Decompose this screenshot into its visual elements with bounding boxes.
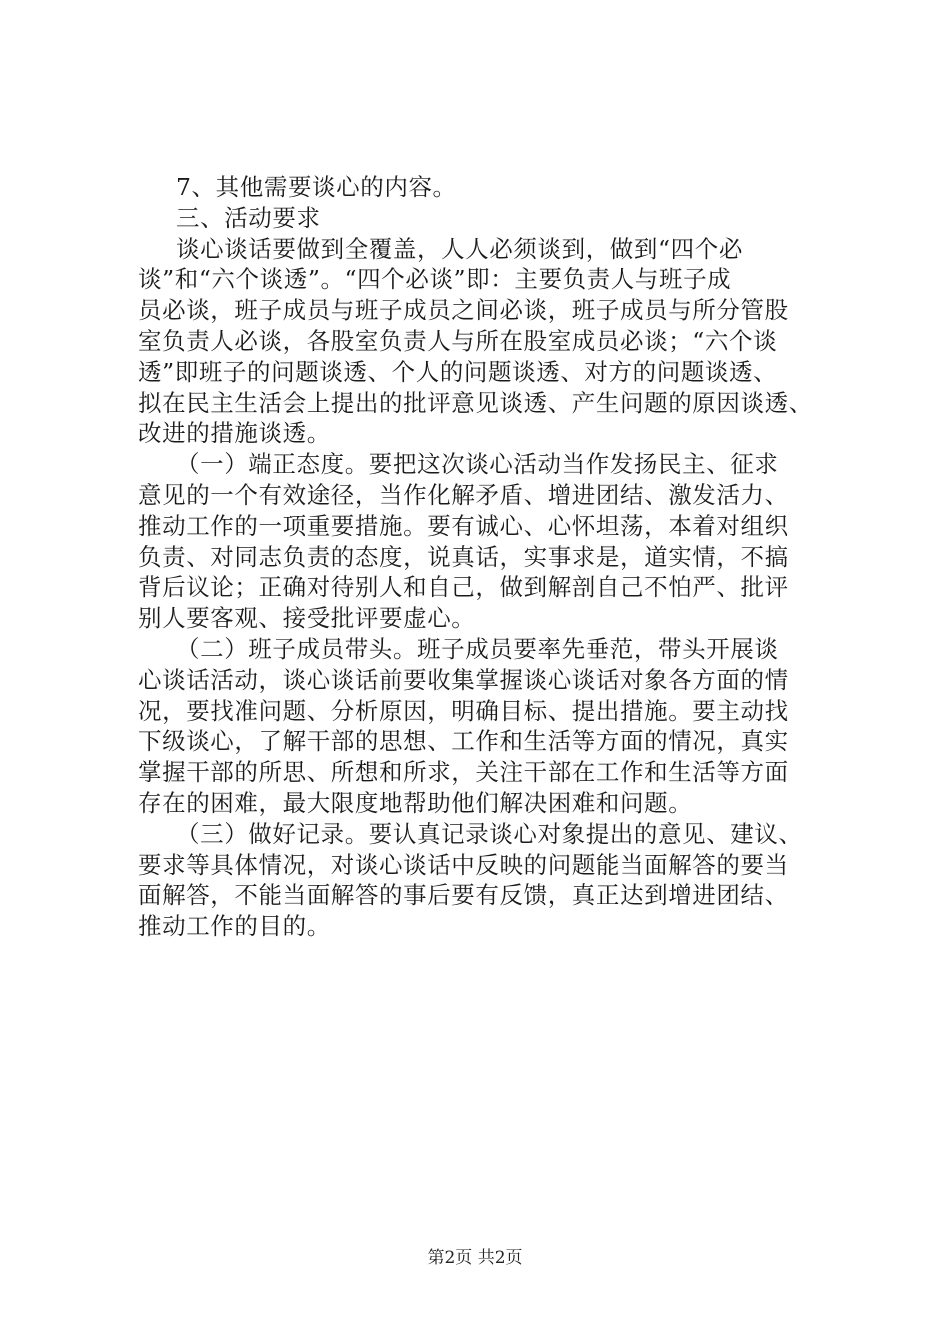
subsection-heading-3: （三）做好记录。要认真记录谈心对象提出的意见、建议、: [176, 819, 803, 848]
paragraph-line: 谈”和“六个谈透”。“四个必谈”即：主要负责人与班子成: [138, 265, 732, 294]
paragraph-line: 存在的困难，最大限度地帮助他们解决困难和问题。: [138, 788, 693, 817]
paragraph-line: 改进的措施谈透。: [138, 419, 331, 448]
paragraph-line: 拟在民主生活会上提出的批评意见谈透、产生问题的原因谈透、: [138, 388, 813, 417]
page-footer: 第2页 共2页: [427, 1248, 523, 1268]
paragraph-line: 下级谈心，了解干部的思想、工作和生活等方面的情况，真实: [138, 727, 789, 756]
paragraph-line: 别人要客观、接受批评要虚心。: [138, 604, 476, 633]
subsection-heading-1: （一）端正态度。要把这次谈心活动当作发扬民主、征求: [176, 450, 779, 479]
paragraph-line: 透”即班子的问题谈透、个人的问题谈透、对方的问题谈透、: [138, 357, 778, 386]
paragraph-line: 要求等具体情况，对谈心谈话中反映的问题能当面解答的要当: [138, 850, 789, 879]
paragraph-line: 面解答，不能当面解答的事后要有反馈，真正达到增进团结、: [138, 881, 789, 910]
subsection-heading-2: （二）班子成员带头。班子成员要率先垂范，带头开展谈: [176, 634, 779, 663]
paragraph-line: 室负责人必谈，各股室负责人与所在股室成员必谈；“六个谈: [138, 326, 778, 355]
paragraph-line: 谈心谈话要做到全覆盖，人人必须谈到，做到“四个必: [176, 234, 743, 263]
document-body: [138, 172, 850, 942]
paragraph-line: 推动工作的目的。: [138, 912, 331, 941]
paragraph-line: 意见的一个有效途径，当作化解矛盾、增进团结、激发活力、: [138, 480, 789, 509]
paragraph-line: 推动工作的一项重要措施。要有诚心、心怀坦荡，本着对组织: [138, 511, 789, 540]
paragraph-line: 掌握干部的所思、所想和所求，关注干部在工作和生活等方面: [138, 758, 789, 787]
paragraph-line: 负责、对同志负责的态度，说真话，实事求是，道实情，不搞: [138, 542, 789, 571]
section-heading-activity-requirements: 三、活动要求: [176, 203, 321, 232]
paragraph-line: 况，要找准问题、分析原因，明确目标、提出措施。要主动找: [138, 696, 789, 725]
list-item-7: 7、其他需要谈心的内容。: [176, 173, 457, 201]
paragraph-line: 背后议论；正确对待别人和自己，做到解剖自己不怕严、批评: [138, 573, 789, 602]
paragraph-line: 心谈话活动，谈心谈话前要收集掌握谈心谈话对象各方面的情: [138, 665, 789, 694]
paragraph-line: 员必谈，班子成员与班子成员之间必谈，班子成员与所分管股: [138, 296, 789, 325]
